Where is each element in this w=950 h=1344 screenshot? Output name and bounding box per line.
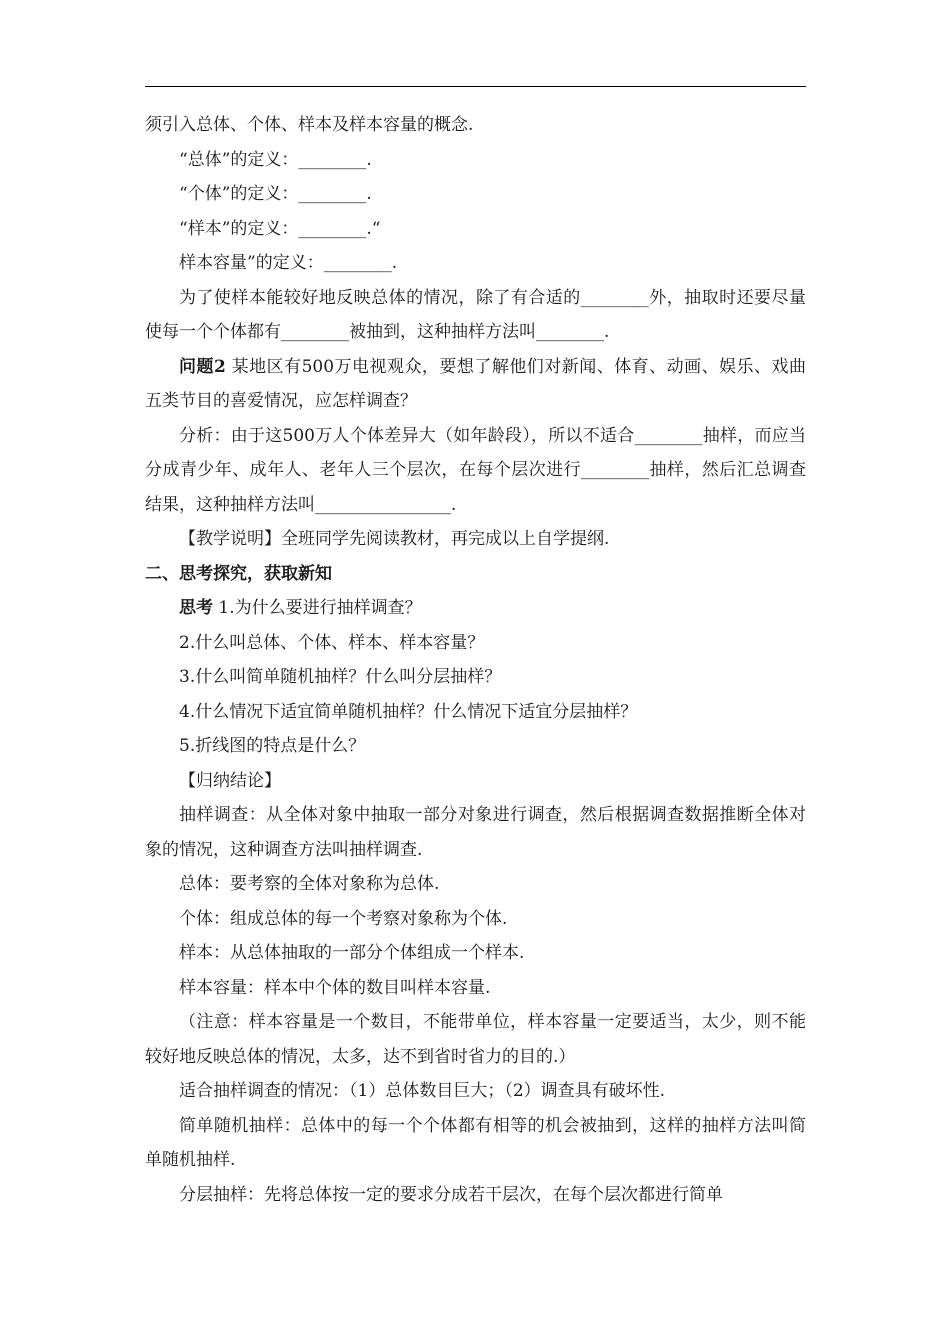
think-question-1 <box>145 591 806 626</box>
conclusion-sample-size: 样本容量：样本中个体的数目叫样本容量. <box>179 977 491 998</box>
definition-sample-blank: “样本”的定义：________.“ <box>179 218 381 239</box>
teaching-note: 【教学说明】全班同学先阅读教材，再完成以上自学提纲. <box>179 529 610 549</box>
conclusion-heading: 【归纳结论】 <box>179 770 281 791</box>
conclusion-sampling-survey: 抽样调查：从全体对象中抽取一部分对象进行调查，然后根据调查数据推断全体对象的情况，这种调查方法叫抽样调查. <box>145 805 806 860</box>
think-question-5: 5.折线图的特点是什么？ <box>179 736 366 756</box>
conclusion-stratified: 分层抽样：先将总体按一定的要求分成若干层次，在每个层次都进行简单 <box>179 1184 723 1205</box>
question-2-text: 某地区有500万电视观众，要想了解他们对新闻、体育、动画、娱乐、戏曲五类节目的喜爱情况，应怎样调查？ <box>145 356 806 411</box>
header-rule <box>145 86 806 87</box>
paragraph-random-sampling-blank: 为了使样本能较好地反映总体的情况，除了有合适的________外，抽取时还要尽量使每一个个体都有________被抽到，这种抽样方法叫________. <box>145 287 806 342</box>
definition-population-blank: “总体”的定义：________. <box>179 149 372 170</box>
definition-sample-size-blank: 样本容量”的定义：________. <box>179 253 398 273</box>
conclusion-sample: 样本：从总体抽取的一部分个体组成一个样本. <box>179 943 525 963</box>
section-heading-2: 二、思考探究，获取新知 <box>145 563 332 584</box>
question-2-label: 问题2 <box>179 356 226 377</box>
question-2 <box>145 350 806 419</box>
think-question-4: 4.什么情况下适宜简单随机抽样？什么情况下适宜分层抽样？ <box>179 701 638 722</box>
paragraph-intro: 须引入总体、个体、样本及样本容量的概念. <box>145 115 474 135</box>
conclusion-individual: 个体：组成总体的每一个考察对象称为个体. <box>179 908 508 929</box>
conclusion-simple-random: 简单随机抽样：总体中的每一个个体都有相等的机会被抽到，这样的抽样方法叫简单随机抽样. <box>145 1115 806 1170</box>
conclusion-note: （注意：样本容量是一个数目，不能带单位，样本容量一定要适当，太少，则不能较好地反映总体的情况，太多，达不到省时省力的目的.） <box>145 1012 806 1067</box>
conclusion-suitable-cases: 适合抽样调查的情况：（1）总体数目巨大；（2）调查具有破坏性. <box>179 1081 666 1101</box>
paragraph-analysis: 分析：由于这500万人个体差异大（如年龄段），所以不适合________抽样，而应当分成青少年、成年人、老年人三个层次，在每个层次进行________抽样，然后汇总调查结果，这种抽样方法叫________________. <box>145 425 806 515</box>
document-body <box>145 108 806 1212</box>
think-question-1-text: 1.为什么要进行抽样调查？ <box>213 598 422 618</box>
conclusion-population: 总体：要考察的全体对象称为总体. <box>179 874 440 894</box>
definition-individual-blank: “个体”的定义：________. <box>179 184 372 204</box>
think-label: 思考 <box>179 598 213 618</box>
think-question-2: 2.什么叫总体、个体、样本、样本容量？ <box>179 632 485 653</box>
think-question-3: 3.什么叫简单随机抽样？什么叫分层抽样？ <box>179 667 502 687</box>
